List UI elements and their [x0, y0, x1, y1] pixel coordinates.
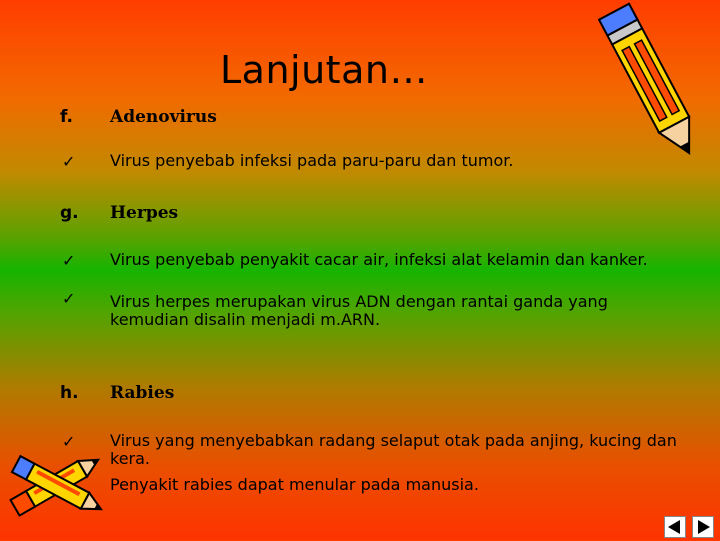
check-icon: ✓ — [62, 251, 76, 270]
item-point: Virus penyebab infeksi pada paru-paru dan tumor. — [110, 151, 514, 170]
crossed-pencils-icon — [0, 432, 115, 532]
check-icon: ✓ — [62, 432, 76, 451]
item-letter-f: f. — [60, 107, 73, 127]
item-heading-adenovirus: Adenovirus — [110, 107, 217, 127]
item-heading-rabies: Rabies — [110, 383, 175, 403]
next-slide-button[interactable] — [692, 516, 714, 538]
triangle-right-icon — [693, 517, 713, 537]
check-icon: ✓ — [62, 152, 76, 171]
item-letter-g: g. — [60, 203, 79, 223]
pencil-icon — [598, 0, 708, 170]
item-point: Penyakit rabies dapat menular pada manusia. — [110, 475, 479, 494]
item-heading-herpes: Herpes — [110, 203, 179, 223]
item-point: Virus yang menyebabkan radang selaput otak pada anjing, kucing dan kera. — [110, 431, 677, 468]
item-letter-h: h. — [60, 383, 79, 403]
slide-title: Lanjutan… — [220, 48, 428, 92]
triangle-left-icon — [665, 517, 685, 537]
check-icon: ✓ — [62, 289, 76, 308]
item-point: Virus penyebab penyakit cacar air, infeksi alat kelamin dan kanker. — [110, 250, 648, 269]
item-point: Virus herpes merupakan virus ADN dengan rantai ganda yang kemudian disalin menjadi m.ARN. — [110, 292, 608, 329]
prev-slide-button[interactable] — [664, 516, 686, 538]
